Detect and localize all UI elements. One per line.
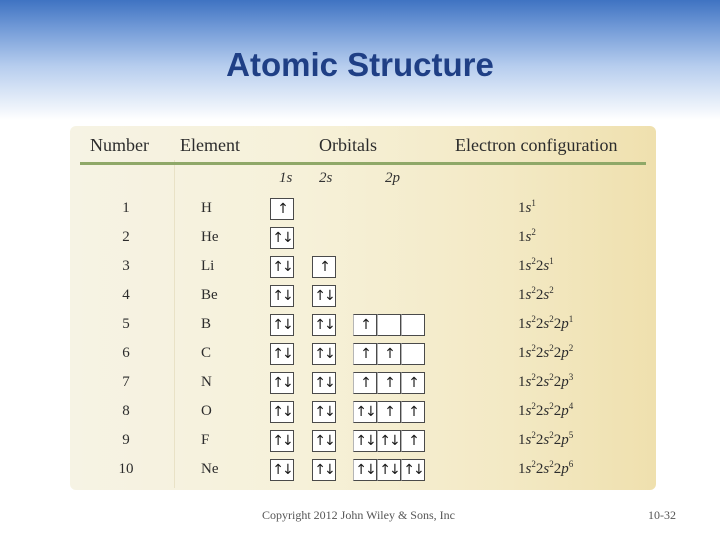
element-symbol: F [201, 432, 210, 448]
atomic-number: 1 [122, 200, 130, 216]
subheader-1s: 1s [279, 170, 293, 186]
p-orbital-box [401, 314, 425, 336]
s-orbital-box: ↑↓ [312, 372, 336, 394]
element-symbol: N [201, 374, 212, 390]
atomic-number: 2 [122, 229, 130, 245]
p-orbital-box: ↑↓ [401, 459, 425, 481]
element-symbol: Ne [201, 461, 219, 477]
copyright-text: Copyright 2012 John Wiley & Sons, Inc [262, 508, 455, 522]
s-orbital-box: ↑↓ [270, 314, 294, 336]
atomic-number: 5 [122, 316, 130, 332]
p-orbital-box: ↑ [377, 401, 401, 423]
p-orbital-box: ↑↓ [377, 430, 401, 452]
electron-configuration: $1s^22s^22p^3$ [518, 372, 574, 390]
s-orbital-box: ↑↓ [270, 256, 294, 278]
electron-configuration: $1s^22s^22p^5$ [518, 430, 574, 448]
s-orbital-box: ↑↓ [270, 372, 294, 394]
p-orbital-box: ↑↓ [353, 401, 377, 423]
element-symbol: Be [201, 287, 218, 303]
s-orbital-box: ↑↓ [270, 401, 294, 423]
electron-configuration: $1s^22s^22p^2$ [518, 343, 574, 361]
p-orbital-box: ↑ [401, 372, 425, 394]
s-orbital-box: ↑↓ [312, 401, 336, 423]
s-orbital-box: ↑ [270, 198, 294, 220]
s-orbital-box: ↑↓ [270, 285, 294, 307]
p-orbital-box: ↑ [353, 372, 377, 394]
p-orbital-box: ↑ [353, 343, 377, 365]
s-orbital-box: ↑↓ [270, 227, 294, 249]
p-orbital-box [377, 314, 401, 336]
header-orbitals: Orbitals [319, 135, 377, 155]
s-orbital-box: ↑↓ [312, 459, 336, 481]
header-element: Element [180, 135, 240, 155]
element-symbol: O [201, 403, 212, 419]
atomic-number: 4 [122, 287, 130, 303]
slide-title: Atomic Structure [226, 46, 494, 83]
element-symbol: C [201, 345, 212, 361]
atomic-number: 7 [122, 374, 130, 390]
orbital-table [70, 126, 656, 490]
element-symbol: B [201, 316, 212, 332]
electron-configuration: $1s^22s^22p^1$ [518, 314, 574, 332]
s-orbital-box: ↑↓ [270, 430, 294, 452]
electron-configuration: $1s^2$ [518, 227, 536, 245]
subheader-2p: 2p [385, 170, 400, 186]
header-number: Number [90, 135, 149, 155]
s-orbital-box: ↑↓ [312, 343, 336, 365]
s-orbital-box: ↑↓ [270, 343, 294, 365]
p-orbital-box: ↑ [377, 372, 401, 394]
s-orbital-box: ↑↓ [312, 285, 336, 307]
element-symbol: H [201, 200, 212, 216]
p-orbital-box: ↑ [401, 430, 425, 452]
s-orbital-box: ↑ [312, 256, 336, 278]
p-orbital-box [401, 343, 425, 365]
electron-configuration: $1s^22s^2$ [518, 285, 554, 303]
element-symbol: He [201, 229, 219, 245]
atomic-number: 10 [118, 461, 134, 477]
header-rule [80, 162, 646, 165]
column-divider [174, 160, 175, 488]
electron-configuration: $1s^22s^1$ [518, 256, 554, 274]
p-orbital-box: ↑ [353, 314, 377, 336]
atomic-number: 9 [122, 432, 130, 448]
header-configuration: Electron configuration [455, 135, 618, 155]
subheader-2s: 2s [319, 170, 333, 186]
s-orbital-box: ↑↓ [270, 459, 294, 481]
p-orbital-box: ↑↓ [353, 430, 377, 452]
p-orbital-box: ↑↓ [377, 459, 401, 481]
atomic-number: 6 [122, 345, 130, 361]
p-orbital-box: ↑↓ [353, 459, 377, 481]
electron-configuration: $1s^1$ [518, 198, 536, 216]
electron-configuration: $1s^22s^22p^4$ [518, 401, 574, 419]
atomic-number: 3 [122, 258, 130, 274]
s-orbital-box: ↑↓ [312, 314, 336, 336]
s-orbital-box: ↑↓ [312, 430, 336, 452]
page-number: 10-32 [648, 508, 676, 522]
electron-configuration: $1s^22s^22p^6$ [518, 459, 574, 477]
p-orbital-box: ↑ [377, 343, 401, 365]
p-orbital-box: ↑ [401, 401, 425, 423]
atomic-number: 8 [122, 403, 130, 419]
element-symbol: Li [201, 258, 215, 274]
